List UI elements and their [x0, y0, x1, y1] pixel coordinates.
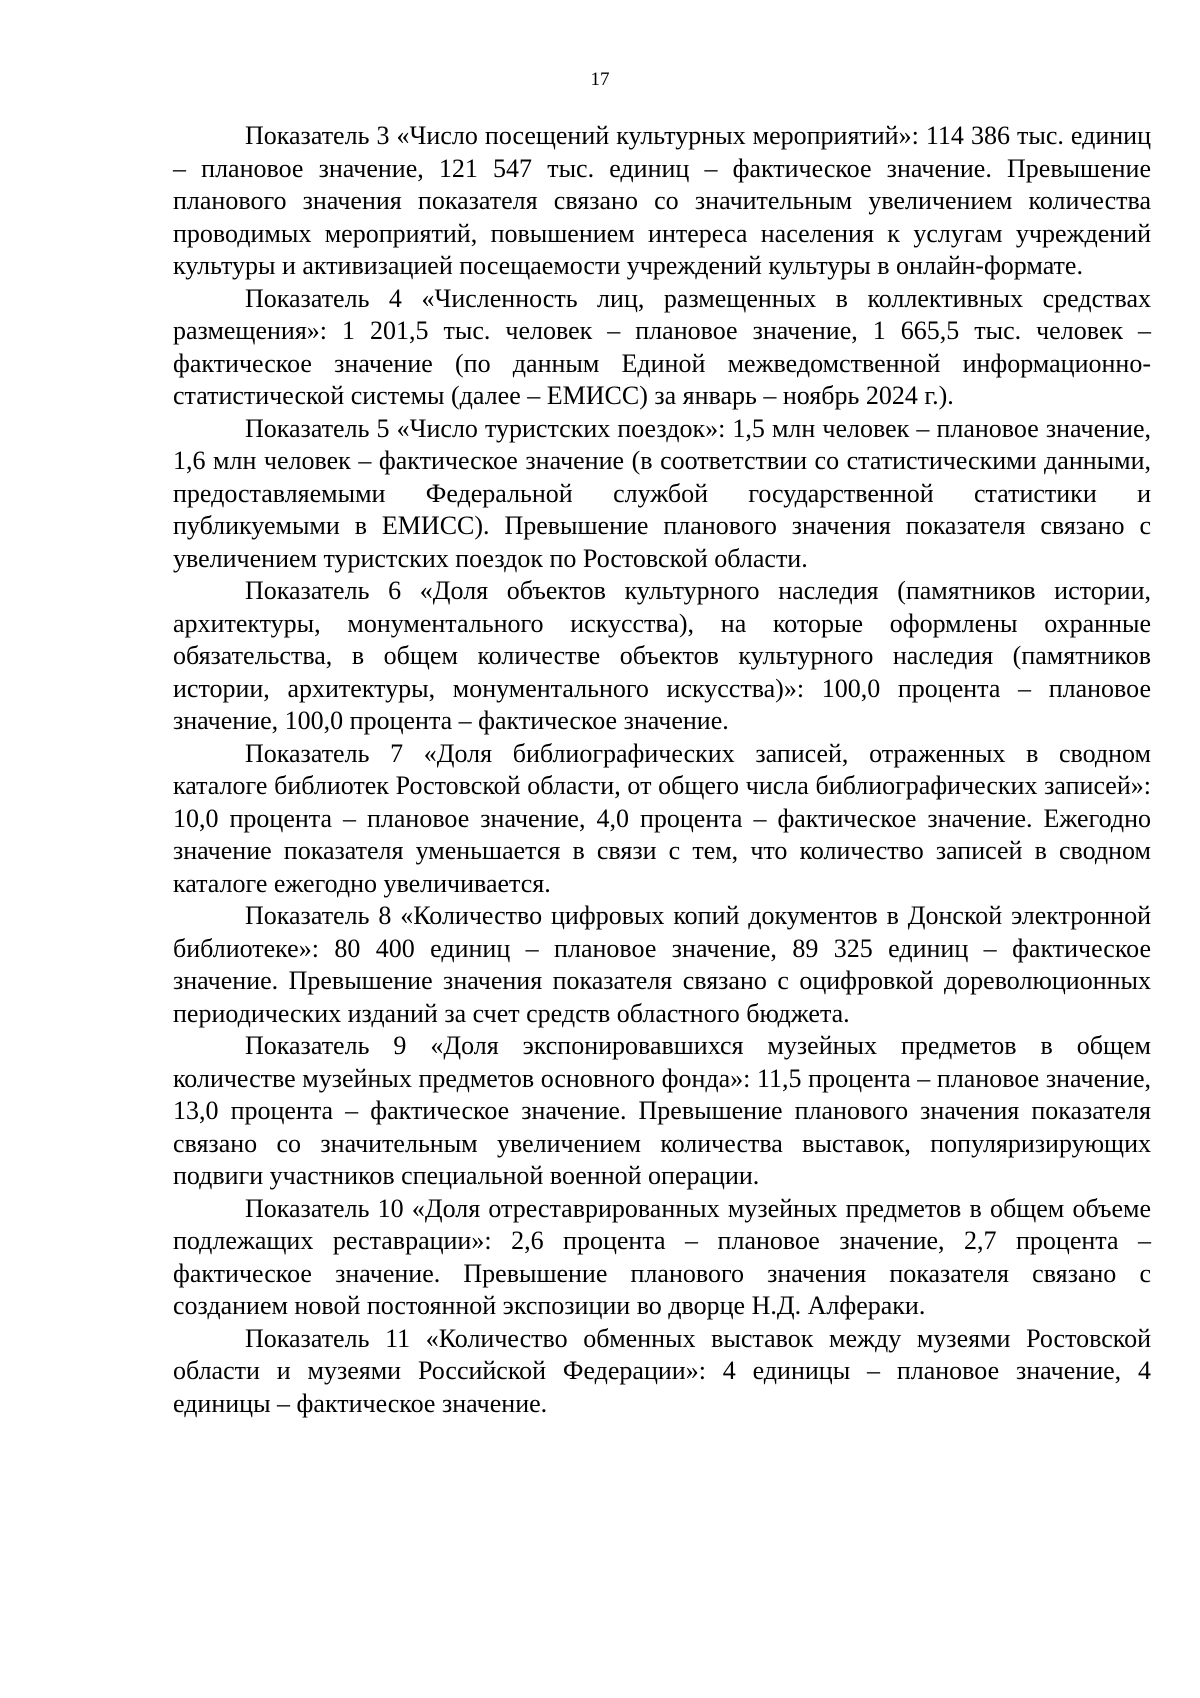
- paragraph-indicator-5: Показатель 5 «Число туристских поездок»: 1,5 млн человек – плановое значение, 1,6 млн человек – фактическое значение (в соответствии со статистическими данными, предоставляемыми Федеральной службой государственной статистики и публикуемыми в ЕМИСС). Превышение планового значения показателя связано с увеличением туристских поездок по Ростовской области.: [173, 413, 1151, 573]
- document-body: [173, 120, 1151, 1420]
- paragraph-indicator-8: Показатель 8 «Количество цифровых копий документов в Донской электронной библиотеке»: 80 400 единиц – плановое значение, 89 325 единиц – фактическое значение. Превышение значения показателя связано с оцифровкой дореволюционных периодических изданий за счет средств областного бюджета.: [173, 901, 1151, 1028]
- paragraph-indicator-11: Показатель 11 «Количество обменных выставок между музеями Ростовской области и музеями Российской Федерации»: 4 единицы – плановое значение, 4 единицы – фактическое значение.: [173, 1323, 1151, 1418]
- page-number: 17: [590, 69, 610, 90]
- paragraph-indicator-4: Показатель 4 «Численность лиц, размещенных в коллективных средствах размещения»: 1 201,5 тыс. человек – плановое значение, 1 665,5 тыс. человек – фактическое значение (по данным Единой межведомственной информационно-статистической системы (далее – ЕМИСС) за январь – ноябрь 2024 г.).: [173, 283, 1151, 410]
- paragraph-indicator-7: Показатель 7 «Доля библиографических записей, отраженных в сводном каталоге библиотек Ростовской области, от общего числа библиографических записей»: 10,0 процента – плановое значение, 4,0 процента – фактическое значение. Ежегодно значение показателя уменьшается в связи с тем, что количество записей в сводном каталоге ежегодно увеличивается.: [173, 738, 1151, 898]
- paragraph-indicator-10: Показатель 10 «Доля отреставрированных музейных предметов в общем объеме подлежащих реставрации»: 2,6 процента – плановое значение, 2,7 процента – фактическое значение. Превышение планового значения показателя связано с созданием новой постоянной экспозиции во дворце Н.Д. Алфераки.: [173, 1193, 1151, 1320]
- paragraph-indicator-9: Показатель 9 «Доля экспонировавшихся музейных предметов в общем количестве музейных предметов основного фонда»: 11,5 процента – плановое значение, 13,0 процента – фактическое значение. Превышение планового значения показателя связано со значительным увеличением количества выставок, популяризирующих подвиги участников специальной военной операции.: [173, 1031, 1151, 1190]
- paragraph-indicator-6: Показатель 6 «Доля объектов культурного наследия (памятников истории, архитектуры, монументального искусства), на которые оформлены охранные обязательства, в общем количестве объектов культурного наследия (памятников истории, архитектуры, монументального искусства)»: 100,0 процента – плановое значение, 100,0 процента – фактическое значение.: [173, 576, 1151, 735]
- paragraph-indicator-3: Показатель 3 «Число посещений культурных мероприятий»: 114 386 тыс. единиц – плановое значение, 121 547 тыс. единиц – фактическое значение. Превышение планового значения показателя связано со значительным увеличением количества проводимых мероприятий, повышением интереса населения к услугам учреждений культуры и активизацией посещаемости учреждений культуры в онлайн-формате.: [173, 121, 1151, 280]
